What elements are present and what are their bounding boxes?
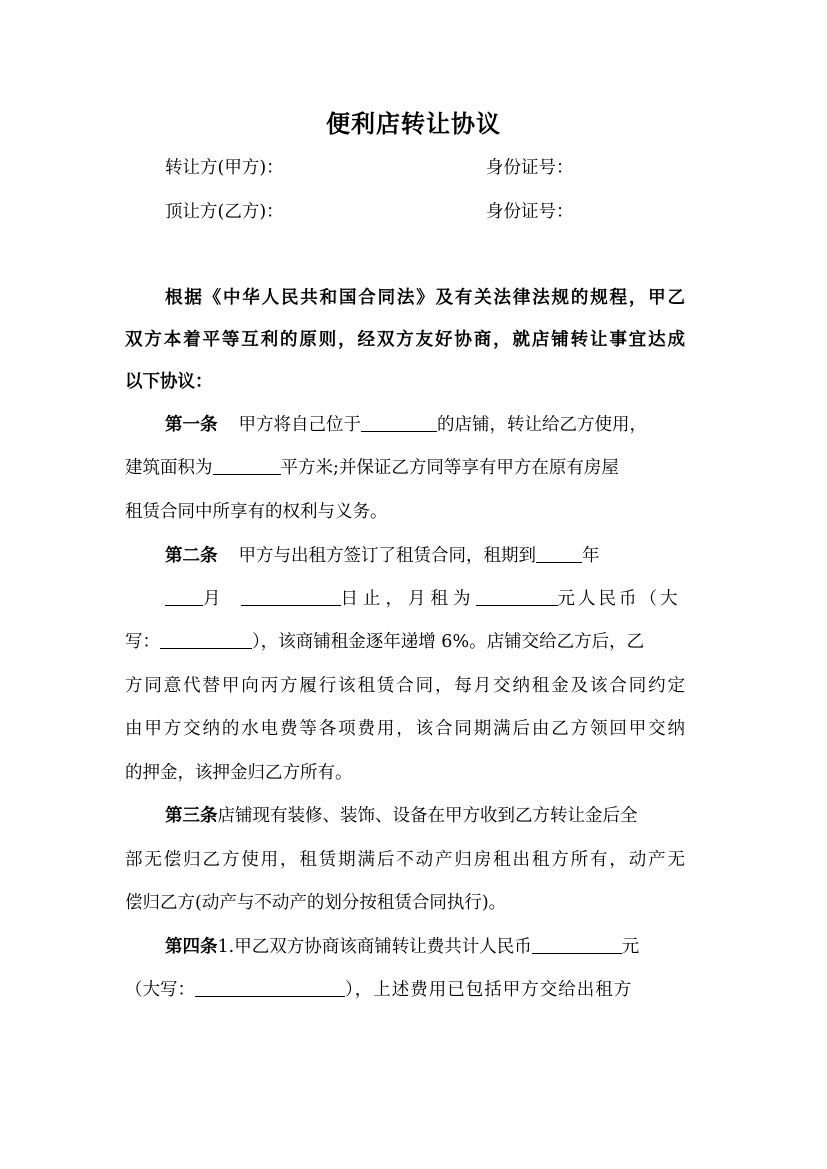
article-2-text: 写： bbox=[125, 632, 160, 652]
article-2-text: ），该商铺租金逐年递增 6%。店铺交给乙方后，乙 bbox=[252, 632, 645, 652]
article-2-heading: 第二条 bbox=[165, 546, 218, 566]
transfer-fee-blank bbox=[532, 935, 622, 954]
article-3-line-3: 偿归乙方(动产与不动产的划分按租赁合同执行)。 bbox=[125, 893, 507, 913]
article-1-text: 建筑面积为 bbox=[125, 458, 213, 478]
transferee-id-label: 身份证号： bbox=[486, 202, 574, 222]
article-3-line-2: 部无偿归乙方使用，租赁期满后不动产归房租出租方所有，动产无 bbox=[125, 850, 685, 870]
article-4-text: （大写： bbox=[125, 980, 195, 1000]
article-1-heading: 第一条 bbox=[165, 415, 218, 435]
article-2-text: 日止，月租为 bbox=[340, 589, 476, 609]
transferor-row bbox=[165, 154, 725, 184]
preamble-line-2: 双方本着平等互利的原则，经双方友好协商，就店铺转让事宜达成 bbox=[125, 330, 685, 350]
lease-month-blank bbox=[165, 587, 203, 606]
article-2-text: 元人民币（大 bbox=[557, 589, 681, 609]
document-title: 便利店转让协议 bbox=[326, 109, 501, 138]
article-4-line-2 bbox=[125, 975, 685, 1005]
article-4-text: 1.甲乙双方协商该商铺转让费共计人民币 bbox=[217, 937, 532, 957]
transferee-label: 顶让方(乙方)： bbox=[165, 202, 284, 222]
article-3-line-1 bbox=[165, 801, 685, 831]
article-4-heading: 第四条 bbox=[165, 937, 218, 957]
transferor-label: 转让方(甲方)： bbox=[165, 158, 284, 178]
article-4-text: ），上述费用已包括甲方交给出租方 bbox=[345, 980, 633, 1000]
article-3-heading: 第三条 bbox=[165, 806, 218, 826]
article-1-text: 平方米;并保证乙方同等享有甲方在原有房屋 bbox=[280, 458, 619, 478]
article-2-text: 甲方与出租方签订了租赁合同，租期到 bbox=[238, 546, 536, 566]
transferee-row bbox=[165, 198, 725, 228]
article-1-text: 甲方将自己位于 bbox=[238, 415, 361, 435]
transferor-id-label: 身份证号： bbox=[486, 158, 574, 178]
article-2-line-1 bbox=[165, 541, 685, 571]
lease-year-blank bbox=[536, 544, 582, 563]
monthly-rent-blank bbox=[476, 587, 558, 606]
article-1-line-3: 租赁合同中所享有的权利与义务。 bbox=[125, 502, 388, 522]
article-1-line-1 bbox=[165, 410, 685, 440]
article-2-line-2 bbox=[165, 584, 685, 614]
rent-in-words-blank bbox=[160, 630, 252, 649]
article-3-text: 店铺现有装修、装饰、设备在甲方收到乙方转让金后全 bbox=[217, 806, 638, 826]
article-2-line-4: 方同意代替甲向丙方履行该租赁合同，每月交纳租金及该合同约定 bbox=[125, 676, 685, 696]
article-2-text: 年 bbox=[582, 546, 600, 566]
lease-day-blank bbox=[241, 587, 341, 606]
fee-in-words-blank bbox=[195, 978, 345, 997]
location-blank bbox=[361, 413, 437, 432]
article-1-text: 的店铺，转让给乙方使用， bbox=[437, 415, 647, 435]
article-2-line-3 bbox=[125, 627, 685, 657]
article-2-line-5: 由甲方交纳的水电费等各项费用，该合同期满后由乙方领回甲交纳 bbox=[125, 719, 685, 739]
area-blank bbox=[213, 456, 281, 475]
preamble-line-3: 以下协议： bbox=[125, 372, 213, 392]
article-4-line-1 bbox=[165, 932, 685, 962]
article-2-text: 月 bbox=[203, 589, 221, 609]
preamble-line-1: 根据《中华人民共和国合同法》及有关法律法规的规程，甲乙 bbox=[165, 288, 685, 308]
article-1-line-2 bbox=[125, 453, 685, 483]
article-4-text: 元 bbox=[621, 937, 640, 957]
article-2-line-6: 的押金，该押金归乙方所有。 bbox=[125, 763, 353, 783]
